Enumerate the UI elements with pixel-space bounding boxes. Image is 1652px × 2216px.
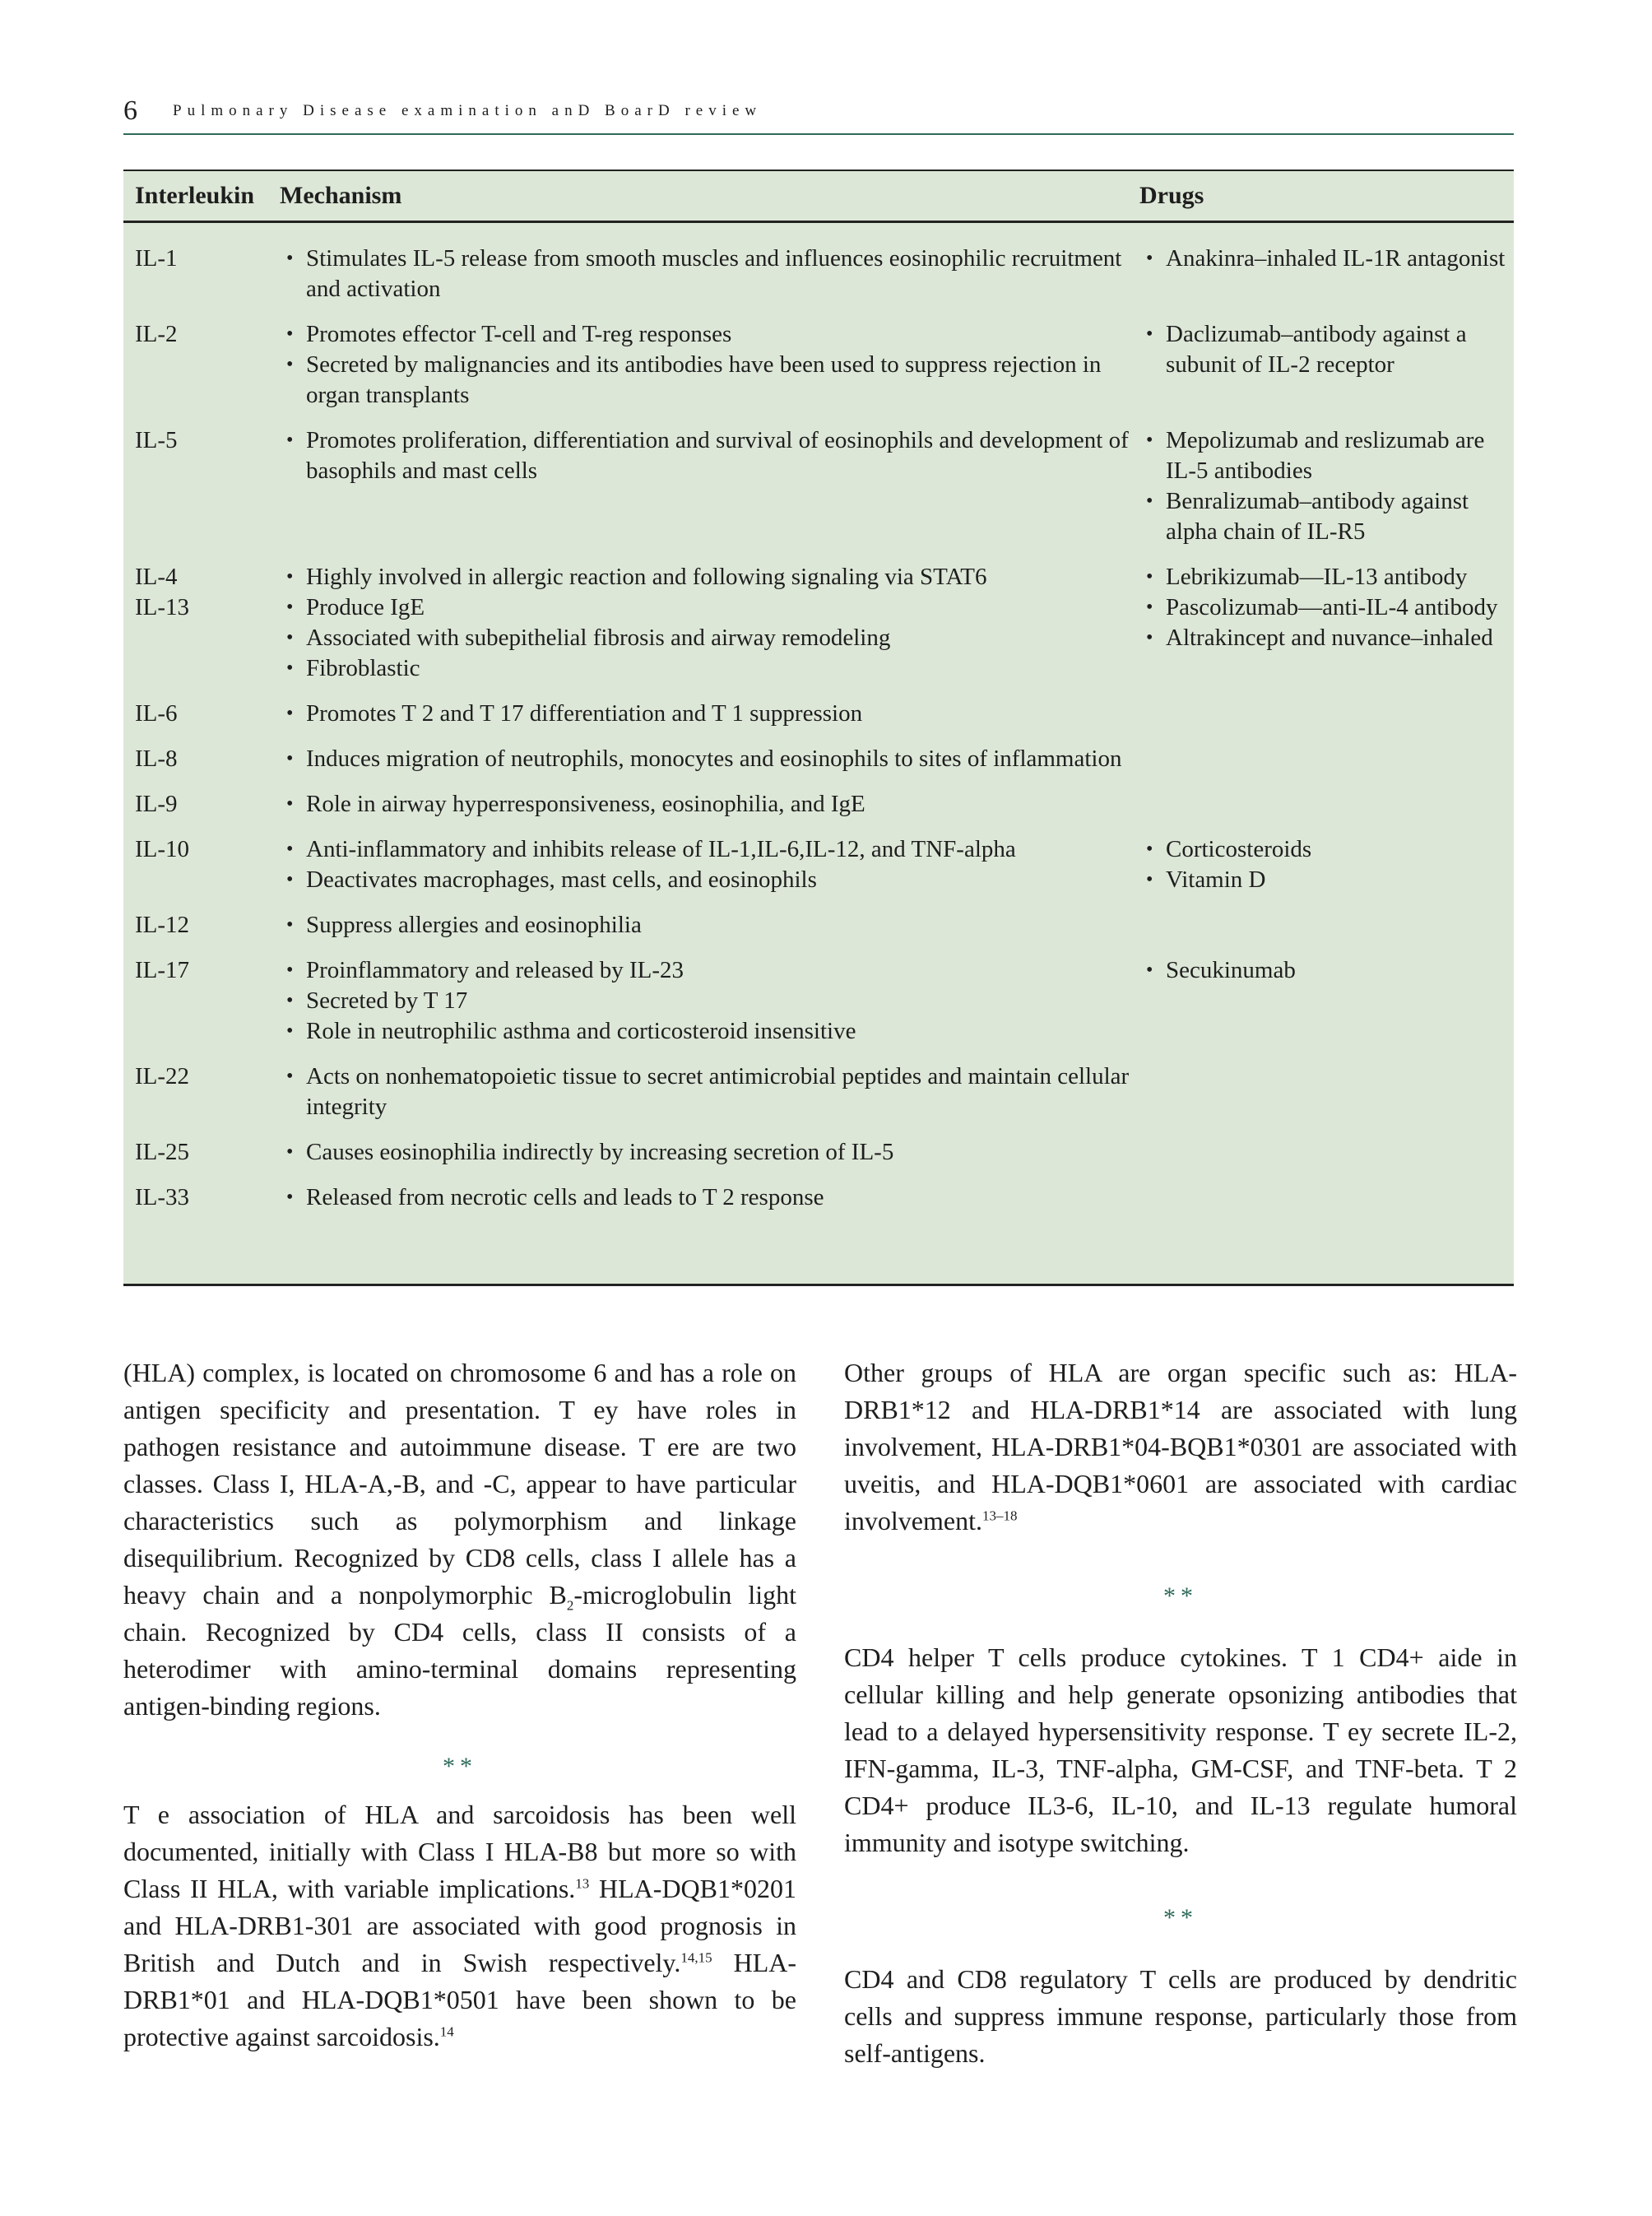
bullet-list xyxy=(1139,244,1514,274)
hla-sarcoidosis-paragraph: T e association of HLA and sarcoidosis has been well documented, initially with Class I HLA-B8 but more so with Class II HLA, with variable implications.$^{13}$ HLA-DQB1*0201 and HLA-DRB1-301 are associated with good prognosis in British and Dutch and in Swish respectively.$^{14,15}$ HLA-DRB1*01 and HLA-DQB1*0501 have been shown to be protective against sarcoidosis.$^{14}$ xyxy=(123,1800,797,2051)
mechanism-item: • Induces migration of neutrophils, monocytes and eosinophils to sites of inflammation xyxy=(280,744,1139,774)
drug-item: • Daclizumab–antibody against a subunit of IL-2 receptor xyxy=(1139,319,1514,380)
mechanism-item: • Acts on nonhematopoietic tissue to secret antimicrobial peptides and maintain cellular integrity xyxy=(280,1062,1139,1122)
bullet-list xyxy=(280,562,1139,684)
mechanism-cell xyxy=(280,789,1139,834)
table-row xyxy=(123,1182,1514,1228)
table-row xyxy=(123,562,1514,699)
mechanism-cell xyxy=(280,955,1139,1062)
bullet-list xyxy=(1139,955,1514,986)
interleukin-cell xyxy=(123,1182,280,1228)
mechanism-cell xyxy=(280,562,1139,699)
mechanism-item: • Promotes proliferation, differentiation and survival of eosinophils and development of basophils and mast cells xyxy=(280,425,1139,486)
table-row xyxy=(123,1137,1514,1182)
left-text-column xyxy=(123,1354,796,2056)
bullet-list xyxy=(280,1137,1139,1168)
bullet-list xyxy=(280,910,1139,941)
mechanism-item: • Role in neutrophilic asthma and corticosteroid insensitive xyxy=(280,1016,1139,1047)
drugs-cell xyxy=(1139,1182,1514,1228)
mechanism-item: • Promotes effector T-cell and T-reg responses xyxy=(280,319,1139,350)
mechanism-item: • Released from necrotic cells and leads to T 2 response xyxy=(280,1182,1139,1213)
interleukin-name: IL-25 xyxy=(135,1139,190,1165)
drugs-cell xyxy=(1139,910,1514,955)
bullet-list xyxy=(280,425,1139,486)
interleukin-name: IL-4 xyxy=(135,564,178,590)
table-row xyxy=(123,834,1514,910)
drugs-cell xyxy=(1139,1137,1514,1182)
mechanism-item: • Secreted by malignancies and its antibodies have been used to suppress rejection in organ transplants xyxy=(280,350,1139,411)
interleukin-table xyxy=(123,170,1514,1286)
drugs-cell xyxy=(1139,789,1514,834)
interleukin-cell xyxy=(123,1137,280,1182)
drug-item: • Corticosteroids xyxy=(1139,834,1514,865)
interleukin-cell xyxy=(123,834,280,910)
mechanism-item: • Highly involved in allergic reaction and following signaling via STAT6 xyxy=(280,562,1139,592)
bullet-list xyxy=(1139,425,1514,547)
mechanism-cell xyxy=(280,834,1139,910)
mechanism-item: • Associated with subepithelial fibrosis and airway remodeling xyxy=(280,623,1139,653)
interleukin-name: IL-12 xyxy=(135,912,190,938)
running-title: Pulmonary Disease examination anD BoarD review xyxy=(173,102,763,119)
drugs-cell xyxy=(1139,1062,1514,1137)
interleukin-name: IL-6 xyxy=(135,700,178,727)
interleukin-name: IL-8 xyxy=(135,746,178,772)
interleukin-cell xyxy=(123,789,280,834)
mechanism-cell xyxy=(280,699,1139,744)
interleukin-name: IL-22 xyxy=(135,1063,190,1089)
section-divider: ** xyxy=(1163,1582,1198,1610)
right-text-column xyxy=(844,1354,1517,2072)
bullet-list xyxy=(280,244,1139,304)
mechanism-cell xyxy=(280,1062,1139,1137)
bullet-list xyxy=(280,955,1139,1047)
drug-item: • Anakinra–inhaled IL-1R antagonist xyxy=(1139,244,1514,274)
bullet-list xyxy=(280,319,1139,411)
drugs-cell xyxy=(1139,744,1514,789)
interleukin-cell xyxy=(123,222,280,320)
mechanism-item: • Secreted by T 17 xyxy=(280,986,1139,1016)
table-row xyxy=(123,319,1514,425)
page-number: 6 xyxy=(123,95,137,126)
interleukin-name: IL-9 xyxy=(135,791,178,817)
bullet-list xyxy=(1139,834,1514,895)
interleukin-cell xyxy=(123,319,280,425)
mechanism-item: • Produce IgE xyxy=(280,592,1139,623)
table-row xyxy=(123,955,1514,1062)
interleukin-cell xyxy=(123,699,280,744)
mechanism-cell xyxy=(280,1137,1139,1182)
bullet-list xyxy=(280,1182,1139,1213)
table-row xyxy=(123,910,1514,955)
table-row xyxy=(123,425,1514,562)
mechanism-item: • Fibroblastic xyxy=(280,653,1139,684)
drugs-cell xyxy=(1139,562,1514,699)
bullet-list xyxy=(280,744,1139,774)
mechanism-item: • Proinflammatory and released by IL-23 xyxy=(280,955,1139,986)
mechanism-cell xyxy=(280,1182,1139,1228)
mechanism-cell xyxy=(280,744,1139,789)
header-mechanism: Mechanism xyxy=(280,171,1139,222)
mechanism-item: • Stimulates IL-5 release from smooth muscles and influences eosinophilic recruitment and activation xyxy=(280,244,1139,304)
drug-item: • Lebrikizumab—IL-13 antibody xyxy=(1139,562,1514,592)
header-drugs: Drugs xyxy=(1139,171,1514,222)
bullet-list xyxy=(280,789,1139,820)
drugs-cell xyxy=(1139,699,1514,744)
table-row xyxy=(123,1062,1514,1137)
drugs-cell xyxy=(1139,222,1514,320)
interleukin-name: IL-33 xyxy=(135,1184,190,1210)
table-row xyxy=(123,699,1514,744)
page-header xyxy=(123,95,1514,135)
interleukin-cell xyxy=(123,1062,280,1137)
table-header-row xyxy=(123,171,1514,222)
drugs-cell xyxy=(1139,319,1514,425)
interleukin-name: IL-13 xyxy=(135,594,190,620)
drug-item: • Vitamin D xyxy=(1139,865,1514,895)
cd4-helper-paragraph: CD4 helper T cells produce cytokines. T 1 CD4+ aide in cellular killing and help generate opsonizing antibodies that lead to a delayed hypersensitivity response. T ey secrete IL-2, IFN-gamma, IL-3, TNF-alpha, GM-CSF, and TNF-beta. T 2 CD4+ produce IL3-6, IL-10, and IL-13 regulate humoral immunity and isotype switching. xyxy=(844,1642,1517,1857)
interleukin-name: IL-10 xyxy=(135,836,190,862)
mechanism-item: • Suppress allergies and eosinophilia xyxy=(280,910,1139,941)
section-divider: ** xyxy=(1163,1904,1198,1931)
mechanism-cell xyxy=(280,319,1139,425)
interleukin-name: IL-17 xyxy=(135,957,190,983)
drug-item: • Secukinumab xyxy=(1139,955,1514,986)
mechanism-cell xyxy=(280,222,1139,320)
drug-item: • Benralizumab–antibody against alpha chain of IL-R5 xyxy=(1139,486,1514,547)
drug-item: • Pascolizumab—anti-IL-4 antibody xyxy=(1139,592,1514,623)
mechanism-cell xyxy=(280,910,1139,955)
table-body xyxy=(123,222,1514,1229)
organ-specific-paragraph: Other groups of HLA are organ specific such as: HLA-DRB1*12 and HLA-DRB1*14 are associated with lung involvement, HLA-DRB1*04-BQB1*0301 are associated with uveitis, and HLA-DQB1*0601 are associated with cardiac involvement.$^{13-18}$ xyxy=(844,1358,1517,1535)
interleukin-cell xyxy=(123,910,280,955)
mechanism-item: • Deactivates macrophages, mast cells, and eosinophils xyxy=(280,865,1139,895)
interleukin-name: IL-5 xyxy=(135,427,178,453)
drugs-cell xyxy=(1139,955,1514,1062)
interleukin-cell xyxy=(123,425,280,562)
interleukin-cell xyxy=(123,562,280,699)
bullet-list xyxy=(280,699,1139,729)
header-interleukin: Interleukin xyxy=(123,171,280,222)
bullet-list xyxy=(280,834,1139,895)
hla-intro-paragraph: (HLA) complex, is located on chromosome 6 and has a role on antigen specificity and presentation. T ey have roles in pathogen resistance and autoimmune disease. T ere are two classes. Class I, HLA-A,-B, and -C, appear to have particular characteristics such as polymorphism and linkage disequilibrium. Recognized by CD8 cells, class I allele has a heavy chain and a nonpolymorphic $B_2$-microglobulin light chain. Recognized by CD4 cells, class II consists of a heterodimer with amino-terminal domains representing antigen-binding regions. xyxy=(123,1358,797,1721)
interleukin-name: IL-2 xyxy=(135,321,178,347)
table-row xyxy=(123,744,1514,789)
regulatory-t-cells-paragraph: CD4 and CD8 regulatory T cells are produced by dendritic cells and suppress immune response, particularly those from self-antigens. xyxy=(844,1964,1517,2068)
mechanism-item: • Causes eosinophilia indirectly by increasing secretion of IL-5 xyxy=(280,1137,1139,1168)
bullet-list xyxy=(1139,562,1514,653)
mechanism-item: • Role in airway hyperresponsiveness, eosinophilia, and IgE xyxy=(280,789,1139,820)
table-row xyxy=(123,789,1514,834)
drug-item: • Mepolizumab and reslizumab are IL-5 antibodies xyxy=(1139,425,1514,486)
drugs-cell xyxy=(1139,834,1514,910)
drug-item: • Altrakincept and nuvance–inhaled xyxy=(1139,623,1514,653)
table-row xyxy=(123,222,1514,320)
drugs-cell xyxy=(1139,425,1514,562)
interleukin-cell xyxy=(123,955,280,1062)
mechanism-cell xyxy=(280,425,1139,562)
bullet-list xyxy=(280,1062,1139,1122)
mechanism-item: • Promotes T 2 and T 17 differentiation and T 1 suppression xyxy=(280,699,1139,729)
interleukin-cell xyxy=(123,744,280,789)
interleukin-name: IL-1 xyxy=(135,245,178,272)
mechanism-item: • Anti-inflammatory and inhibits release of IL-1,IL-6,IL-12, and TNF-alpha xyxy=(280,834,1139,865)
section-divider: ** xyxy=(443,1753,477,1780)
bullet-list xyxy=(1139,319,1514,380)
